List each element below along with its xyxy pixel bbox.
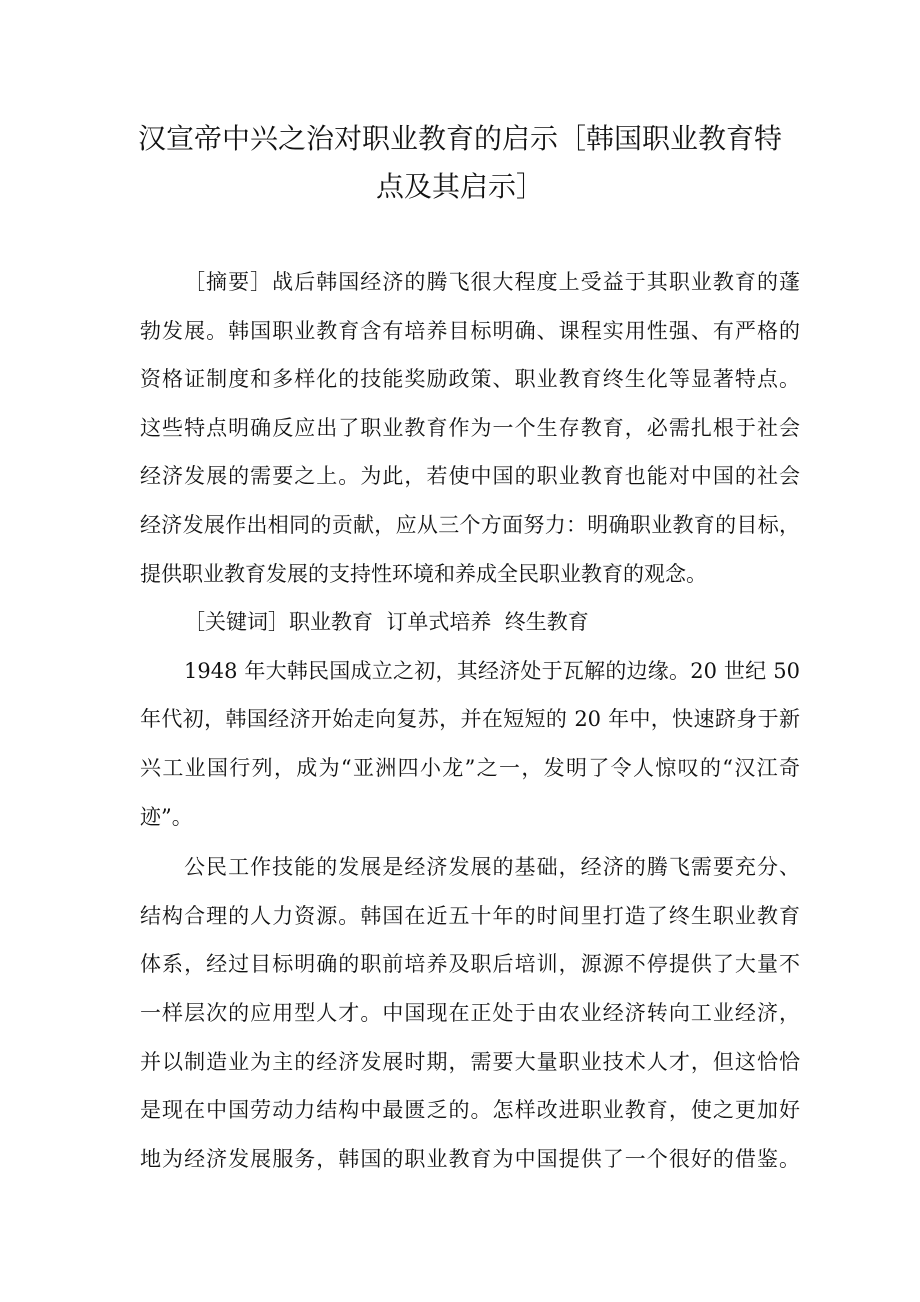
paragraph-line: 地为经济发展服务，韩国的职业教育为中国提供了一个很好的借鉴。 [140, 1146, 800, 1171]
keywords-line: ［关键词］职业教育 订单式培养 终生教育 [184, 610, 589, 635]
abstract-paragraph [140, 258, 800, 598]
document-body [140, 258, 800, 1183]
paragraph-line: 公民工作技能的发展是经济发展的基础，经济的腾飞需要充分、 [184, 855, 800, 880]
paragraph-line: 年代初，韩国经济开始走向复苏，并在短短的 20 年中，快速跻身于新 [140, 707, 800, 732]
abstract-line: 经济发展作出相同的贡献，应从三个方面努力：明确职业教育的目标， [140, 512, 800, 537]
paragraph-line: 一样层次的应用型人才。中国现在正处于由农业经济转向工业经济， [140, 1000, 800, 1025]
paragraph-line: 兴工业国行列，成为“亚洲四小龙”之一，发明了令人惊叹的“汉江奇 [140, 755, 800, 780]
paragraph-line: 体系，经过目标明确的职前培养及职后培训，源源不停提供了大量不 [140, 952, 800, 977]
document-title-line-1: 汉宣帝中兴之治对职业教育的启示［韩国职业教育特 [137, 122, 782, 155]
paragraph-line: 1948 年大韩民国成立之初，其经济处于瓦解的边缘。20 世纪 50 [184, 658, 800, 683]
paragraph-line: 结构合理的人力资源。韩国在近五十年的时间里打造了终生职业教育 [140, 903, 800, 928]
abstract-line: ［摘要］战后韩国经济的腾飞很大程度上受益于其职业教育的蓬 [184, 270, 800, 294]
paragraph-line: 是现在中国劳动力结构中最匮乏的。怎样改进职业教育，使之更加好 [140, 1098, 800, 1123]
abstract-line: 提供职业教育发展的支持性环境和养成全民职业教育的观念。 [140, 561, 707, 586]
paragraph-line: 并以制造业为主的经济发展时期，需要大量职业技术人才，但这恰恰 [140, 1049, 800, 1074]
paragraph-line: 迹”。 [140, 804, 193, 829]
body-paragraph-2 [140, 843, 800, 1183]
body-paragraph-1 [140, 647, 800, 841]
document-title-line-2: 点及其启示］ [375, 170, 544, 203]
abstract-line: 这些特点明确反应出了职业教育作为一个生存教育，必需扎根于社会 [140, 415, 800, 440]
abstract-line: 资格证制度和多样化的技能奖励政策、职业教育终生化等显著特点。 [140, 367, 800, 392]
abstract-line: 经济发展的需要之上。为此，若使中国的职业教育也能对中国的社会 [140, 464, 800, 489]
abstract-line: 勃发展。韩国职业教育含有培养目标明确、课程实用性强、有严格的 [140, 318, 800, 343]
